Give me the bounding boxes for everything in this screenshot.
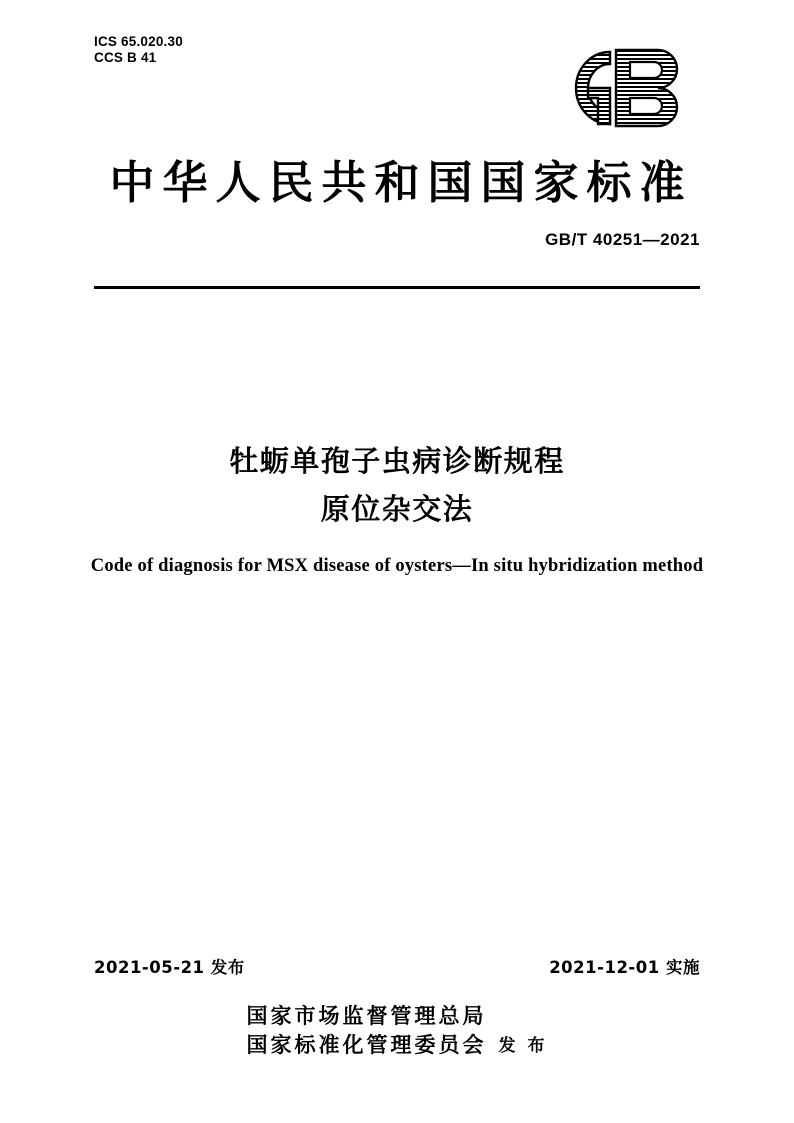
- standard-number: GB/T 40251—2021: [545, 230, 700, 249]
- ccs-code: CCS B 41: [94, 50, 157, 65]
- issuer-name-block: [247, 1002, 487, 1060]
- issue-date: 2021-05-21 发布: [94, 958, 245, 977]
- issuing-organizations: [0, 1002, 794, 1060]
- classification-block: [94, 34, 183, 66]
- document-title-en: Code of diagnosis for MSX disease of oysters—In situ hybridization method: [90, 556, 704, 576]
- document-title-cn-line2: 原位杂交法: [320, 492, 474, 526]
- document-title-cn: [0, 437, 794, 533]
- issuer-line-2: 国家标准化管理委员会: [246, 1033, 487, 1057]
- gb-emblem-icon: [548, 38, 708, 138]
- implementation-date: 2021-12-01 实施: [549, 958, 700, 977]
- issuer-line-1: 国家市场监督管理总局: [246, 1004, 487, 1028]
- header-divider: [94, 286, 700, 289]
- document-title-cn-line1: 牡蛎单孢子虫病诊断规程: [229, 444, 565, 478]
- issue-verb: 发 布: [498, 1036, 548, 1056]
- ics-code: ICS 65.020.30: [94, 34, 183, 49]
- national-standard-title: 中华人民共和国国家标准: [109, 156, 693, 209]
